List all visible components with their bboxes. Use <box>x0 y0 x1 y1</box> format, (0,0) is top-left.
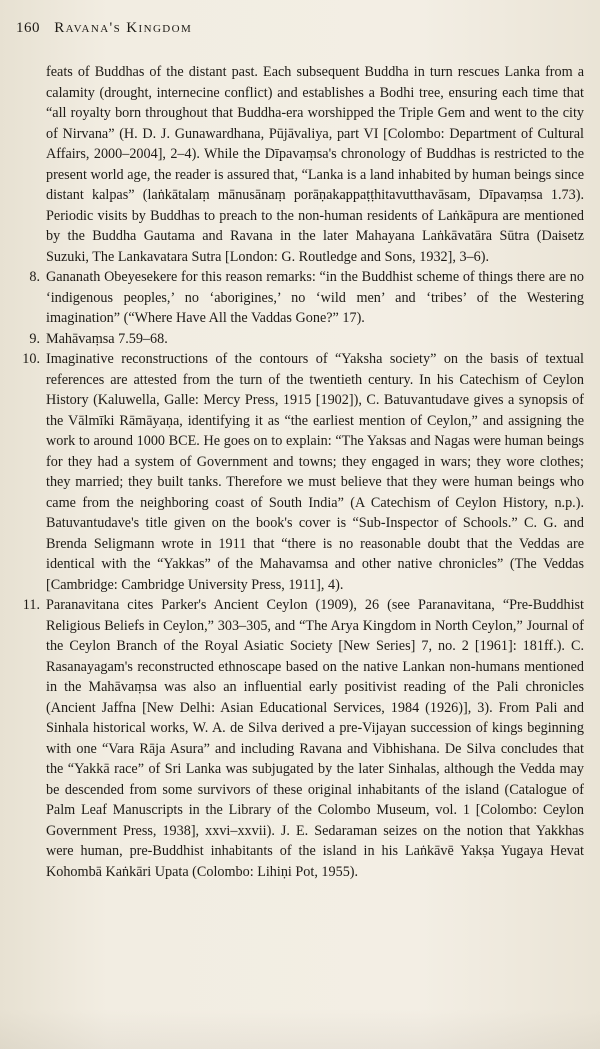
page-number: 160 <box>16 20 40 36</box>
note-11 <box>18 595 584 882</box>
note-text: Mahāvaṃsa 7.59–68. <box>46 330 168 347</box>
note-number: 10. <box>22 351 40 367</box>
note-number: 11. <box>22 597 40 613</box>
note-9 <box>18 329 584 350</box>
note-8 <box>18 267 584 329</box>
page-edge-shadow <box>0 1009 600 1049</box>
note-10 <box>18 349 584 595</box>
note-continuation <box>18 62 584 267</box>
note-number: 9. <box>29 330 40 347</box>
note-text: Paranavitana cites Parker's Ancient Ceylon (1909), 26 (see Paranavitana, “Pre-Buddhist Religious Beliefs in Ceylon,” 303–305, and “The Arya Kingdom in North Ceylon,” Journal of the Ceylon Branch of the Royal Asiatic Society [New Series] 7, no. 2 [1961]: 181ff.). C. Rasanayagam's reconstructed ethnoscape based on the native Lankan non-humans mentioned in the Mahāvaṃsa was also an influential early positivist reading of the Pali chronicles (Ancient Jaffna [New Delhi: Asian Educational Services, 1984 (1926)], 3). From Pali and Sinhala historical works, W. A. de Silva derived a pre-Vijayan succession of kings beginning with one “Vara Rāja Asura” and including Ravana and Vibhishana. De Silva concludes that the “Yakkā race” of Sri Lanka was subjugated by the later Sinhalas, although the Vedda may be descended from some survivors of these original inhabitants of the island (Catalogue of Palm Leaf Manuscripts in the Library of the Colombo Museum, vol. 1 [Colombo: Ceylon Government Press, 1938], xxvi–xxvii). J. E. Sedaraman seizes on the notion that Yakkhas were human, pre-Buddhist inhabitants of the island in his Laṅkāvē Yakṣa Yugaya Hevat Kohombā Kaṅkāri Upata (Colombo: Lihiṇi Pot, 1955). <box>46 597 584 880</box>
note-text: Imaginative reconstructions of the contours of “Yaksha society” on the basis of textual references are attested from the turn of the twentieth century. In his Catechism of Ceylon History (Kaluwella, Galle: Mercy Press, 1915 [1902]), C. Batuvantudave gives a synopsis of the Vālmīki Rāmāyaṇa, identifying it as “the earliest mention of Ceylon,” and assigning the work to around 1000 BCE. He goes on to explain: “The Yaksas and Nagas were human beings for they had a system of Government and towns; they engaged in wars; they wore clothes; they married; they built tanks. Therefore we must believe that they were human beings who came from the neighboring coast of South India” (A Catechism of Ceylon History, n.p.). Batuvantudave's title given on the book's cover is “Sub-Inspector of Schools.” C. G. and Brenda Seligmann wrote in 1911 that “there is no reasonable doubt that the Veddas are identical with the “Yakkas” of the Mahavamsa and other native chronicles” (The Veddas [Cambridge: Cambridge University Press, 1911], 4). <box>46 351 584 593</box>
note-number: 8. <box>29 269 40 285</box>
endnotes <box>18 62 584 882</box>
running-title: Ravana's Kingdom <box>54 20 193 36</box>
note-text: Gananath Obeyesekere for this reason remarks: “in the Buddhist scheme of things there are no ‘indigenous peoples,’ no ‘aborigines,’ no ‘wild men’ and ‘tribes’ of the Westering imagination” (“Where Have All the Vaddas Gone?” 17). <box>46 269 584 326</box>
running-head <box>16 20 192 37</box>
note-text: feats of Buddhas of the distant past. Each subsequent Buddha in turn rescues Lanka from a calamity (drought, internecine conflict) and establishes a Bodhi tree, ensuring each time that “all royalty born throughout that Buddha-era worshipped the Triple Gem and went to the city of Nirvana” (H. D. J. Gunawardhana, Pūjāvaliya, part VI [Colombo: Department of Cultural Affairs, 2000–2004], 2–4). While the Dīpavaṃsa's chronology of Buddhas is restricted to the present world age, the reader is assured that, “Lanka is a land inhabited by human beings since distant kalpas” (laṅkātalaṃ mānusānaṃ porāṇakappaṭṭhitavutthavāsam, Dīpavaṃsa 1.73). Periodic visits by Buddhas to preach to the non-human residents of Laṅkāpura are mentioned by the Buddha Gautama and Ravana in the later Mahayana Laṅkāvatāra Sūtra (Daisetz Suzuki, The Lankavatara Sutra [London: G. Routledge and Sons, 1932], 3–6). <box>46 64 584 265</box>
